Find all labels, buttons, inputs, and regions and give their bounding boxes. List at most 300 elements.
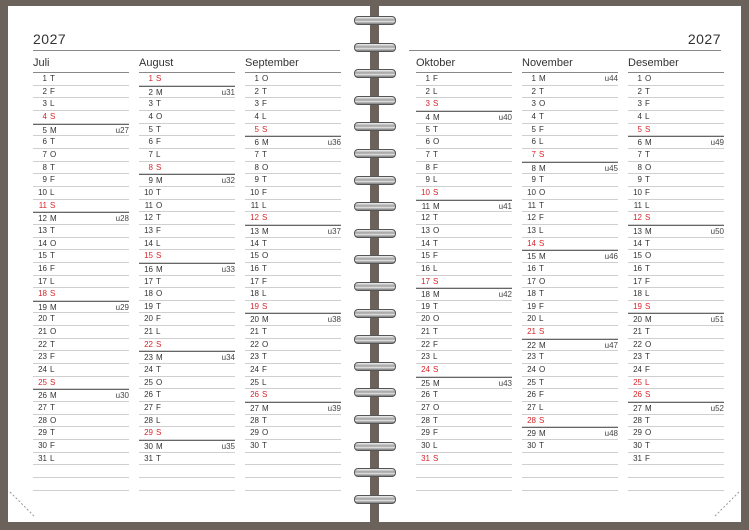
day-row (33, 86, 129, 99)
day-number: 15 (38, 251, 47, 261)
day-row (416, 225, 512, 238)
day-row (33, 263, 129, 276)
day-number: 22 (38, 339, 47, 349)
weekday-letter: S (539, 415, 545, 425)
weekday-letter: O (539, 276, 546, 286)
day-number: 21 (144, 327, 153, 337)
day-row (245, 440, 341, 453)
spiral-ring (352, 174, 398, 185)
weekday-letter: T (645, 441, 650, 451)
week-number: u44 (604, 74, 618, 83)
week-number: u31 (221, 87, 235, 97)
blank-line (33, 478, 129, 491)
day-number: 11 (633, 200, 642, 210)
day-row (139, 276, 235, 289)
weekday-letter: M (539, 340, 546, 350)
weekday-letter: O (50, 238, 57, 248)
day-row (416, 453, 512, 466)
left-page (8, 6, 370, 522)
day-row (139, 351, 235, 364)
day-row (245, 402, 341, 415)
day-row (628, 427, 724, 440)
weekday-letter: L (50, 187, 55, 197)
week-number: u48 (604, 429, 618, 439)
day-number: 21 (421, 327, 430, 337)
week-number: u32 (221, 176, 235, 186)
day-number: 1 (254, 74, 259, 83)
day-row (416, 415, 512, 428)
spiral-ring (352, 413, 398, 424)
weekday-letter: M (262, 226, 269, 236)
day-number: 8 (637, 162, 642, 172)
day-row (416, 440, 512, 453)
day-row (628, 313, 724, 326)
day-row (139, 377, 235, 390)
weekday-letter: T (645, 149, 650, 159)
day-number: 18 (38, 289, 47, 299)
weekday-letter: T (645, 238, 650, 248)
weekday-letter: T (262, 327, 267, 337)
day-row (245, 326, 341, 339)
weekday-letter: S (156, 339, 162, 349)
day-number: 9 (637, 175, 642, 185)
day-row (33, 415, 129, 428)
weekday-letter: T (50, 251, 55, 261)
weekday-letter: O (50, 149, 57, 159)
day-number: 18 (421, 290, 430, 300)
day-row (628, 339, 724, 352)
day-number: 9 (42, 175, 47, 185)
day-number: 21 (633, 327, 642, 337)
day-number: 30 (38, 441, 47, 451)
weekday-letter: O (262, 74, 269, 83)
day-row (33, 377, 129, 390)
day-row (139, 225, 235, 238)
day-number: 12 (250, 213, 259, 223)
day-row (628, 250, 724, 263)
day-number: 5 (148, 124, 153, 134)
month-name: Oktober (416, 57, 456, 69)
day-row (245, 238, 341, 251)
weekday-letter: M (645, 226, 652, 236)
day-number: 20 (421, 314, 430, 324)
weekday-letter: F (433, 251, 438, 261)
weekday-letter: T (262, 415, 267, 425)
day-row (628, 415, 724, 428)
day-number: 21 (38, 327, 47, 337)
weekday-letter: S (50, 200, 56, 210)
blank-line (33, 465, 129, 478)
day-number: 12 (421, 213, 430, 223)
weekday-letter: F (50, 175, 55, 185)
day-number: 24 (421, 365, 430, 375)
day-row (33, 98, 129, 111)
weekday-letter: M (433, 112, 440, 122)
day-number: 29 (633, 428, 642, 438)
day-row (33, 124, 129, 137)
day-number: 2 (42, 86, 47, 96)
weekday-letter: S (433, 453, 439, 463)
weekday-letter: L (645, 377, 650, 387)
day-row (139, 440, 235, 453)
weekday-letter: L (50, 453, 55, 463)
weekday-letter: F (645, 453, 650, 463)
day-row (139, 263, 235, 276)
weekday-letter: T (50, 428, 55, 438)
weekday-letter: M (539, 252, 546, 262)
day-number: 8 (148, 162, 153, 172)
day-row (522, 250, 618, 263)
day-row (245, 98, 341, 111)
day-number: 19 (144, 301, 153, 311)
day-number: 29 (144, 428, 153, 438)
weekday-letter: S (539, 327, 545, 337)
day-row (139, 162, 235, 175)
day-row (416, 351, 512, 364)
year-rule (409, 50, 721, 51)
day-number: 11 (144, 200, 153, 210)
weekday-letter: O (433, 225, 440, 235)
week-number: u46 (604, 252, 618, 262)
weekday-letter: T (156, 453, 161, 463)
day-row (139, 124, 235, 137)
day-row (416, 98, 512, 111)
month-column (139, 56, 235, 491)
day-number: 4 (637, 111, 642, 121)
day-number: 6 (425, 137, 430, 147)
weekday-letter: M (262, 138, 269, 148)
day-row (522, 440, 618, 453)
day-number: 22 (421, 339, 430, 349)
weekday-letter: T (50, 314, 55, 324)
day-row (139, 326, 235, 339)
week-number: u39 (327, 404, 341, 414)
spiral-ring (352, 386, 398, 397)
week-number: u28 (115, 214, 129, 224)
day-number: 29 (38, 428, 47, 438)
day-number: 2 (425, 86, 430, 96)
weekday-letter: T (50, 339, 55, 349)
day-row (245, 351, 341, 364)
blank-line (522, 453, 618, 466)
day-row (416, 149, 512, 162)
weekday-letter: T (262, 441, 267, 451)
day-number: 10 (527, 187, 536, 197)
day-row (522, 326, 618, 339)
day-number: 28 (144, 415, 153, 425)
weekday-letter: T (433, 213, 438, 223)
weekday-letter: S (156, 428, 162, 438)
weekday-letter: L (539, 225, 544, 235)
day-row (33, 174, 129, 187)
day-row (416, 111, 512, 124)
day-row (522, 98, 618, 111)
day-number: 3 (531, 99, 536, 109)
day-number: 27 (38, 403, 47, 413)
day-row (33, 288, 129, 301)
day-number: 5 (254, 124, 259, 134)
day-row (139, 427, 235, 440)
day-number: 15 (633, 251, 642, 261)
day-number: 5 (637, 124, 642, 134)
day-number: 7 (425, 149, 430, 159)
weekday-letter: L (262, 111, 267, 121)
day-number: 7 (531, 149, 536, 159)
day-row (628, 111, 724, 124)
weekday-letter: O (50, 415, 57, 425)
weekday-letter: M (50, 125, 57, 135)
day-number: 30 (421, 441, 430, 451)
weekday-letter: O (156, 200, 163, 210)
weekday-letter: T (262, 238, 267, 248)
day-row (628, 402, 724, 415)
blank-line (416, 465, 512, 478)
weekday-letter: F (156, 225, 161, 235)
day-row (416, 326, 512, 339)
day-number: 10 (250, 187, 259, 197)
spiral-ring (352, 227, 398, 238)
month-column (245, 56, 341, 491)
day-row (416, 162, 512, 175)
day-number: 1 (148, 74, 153, 83)
day-row (416, 200, 512, 213)
weekday-letter: F (262, 99, 267, 109)
weekday-letter: T (539, 352, 544, 362)
day-number: 3 (254, 99, 259, 109)
weekday-letter: S (156, 74, 162, 83)
weekday-letter: F (539, 301, 544, 311)
day-number: 18 (250, 289, 259, 299)
weekday-letter: T (156, 213, 161, 223)
weekday-letter: F (645, 187, 650, 197)
day-row (245, 427, 341, 440)
weekday-letter: S (262, 301, 268, 311)
day-number: 17 (421, 276, 430, 286)
day-number: 14 (633, 238, 642, 248)
weekday-letter: T (433, 238, 438, 248)
weekday-letter: S (156, 251, 162, 261)
weekday-letter: S (433, 187, 439, 197)
day-number: 15 (144, 251, 153, 261)
weekday-letter: O (645, 251, 652, 261)
weekday-letter: F (262, 276, 267, 286)
day-number: 29 (421, 428, 430, 438)
weekday-letter: M (156, 442, 163, 452)
day-number: 14 (250, 238, 259, 248)
blank-line (245, 465, 341, 478)
day-row (33, 149, 129, 162)
spiral-ring (352, 280, 398, 291)
day-number: 8 (42, 162, 47, 172)
week-number: u43 (498, 378, 512, 388)
day-row (139, 402, 235, 415)
spiral-ring (352, 493, 398, 504)
weekday-letter: T (156, 276, 161, 286)
weekday-letter: F (645, 365, 650, 375)
day-number: 3 (425, 99, 430, 109)
day-number: 1 (42, 74, 47, 83)
week-number: u42 (498, 290, 512, 300)
day-row (628, 73, 724, 86)
day-row (245, 162, 341, 175)
weekday-letter: T (262, 175, 267, 185)
day-row (245, 276, 341, 289)
day-number: 19 (38, 302, 47, 312)
weekday-letter: F (156, 403, 161, 413)
day-row (628, 364, 724, 377)
day-row (33, 111, 129, 124)
day-row (33, 339, 129, 352)
day-number: 6 (42, 137, 47, 147)
day-number: 3 (148, 99, 153, 109)
right-page (379, 6, 741, 522)
day-number: 20 (527, 314, 536, 324)
day-number: 31 (38, 453, 47, 463)
weekday-letter: T (539, 111, 544, 121)
day-row (522, 402, 618, 415)
weekday-letter: F (539, 390, 544, 400)
day-row (33, 136, 129, 149)
day-row (245, 301, 341, 314)
day-number: 23 (421, 352, 430, 362)
page-corner-perforation (8, 488, 38, 518)
day-number: 27 (633, 404, 642, 414)
weekday-letter: O (645, 162, 652, 172)
weekday-letter: F (539, 213, 544, 223)
day-row (139, 250, 235, 263)
weekday-letter: F (262, 365, 267, 375)
day-row (628, 276, 724, 289)
day-row (416, 276, 512, 289)
day-number: 26 (144, 390, 153, 400)
day-row (416, 73, 512, 86)
day-row (33, 162, 129, 175)
weekday-letter: T (50, 225, 55, 235)
day-number: 7 (42, 149, 47, 159)
day-number: 11 (527, 200, 536, 210)
day-row (139, 200, 235, 213)
weekday-letter: O (645, 428, 652, 438)
day-row (416, 313, 512, 326)
day-row (522, 339, 618, 352)
day-number: 18 (144, 289, 153, 299)
day-number: 13 (527, 225, 536, 235)
day-number: 23 (633, 352, 642, 362)
weekday-letter: L (539, 137, 544, 147)
day-number: 2 (254, 86, 259, 96)
weekday-letter: S (50, 289, 56, 299)
weekday-letter: F (645, 99, 650, 109)
blank-line (628, 465, 724, 478)
weekday-letter: M (539, 429, 546, 439)
day-number: 31 (144, 453, 153, 463)
year-rule (33, 50, 340, 51)
day-number: 21 (250, 327, 259, 337)
weekday-letter: T (262, 263, 267, 273)
weekday-letter: L (262, 289, 267, 299)
day-row (522, 86, 618, 99)
month-column (416, 56, 512, 491)
weekday-letter: M (433, 201, 440, 211)
weekday-letter: L (433, 175, 438, 185)
weekday-letter: T (433, 124, 438, 134)
day-row (416, 301, 512, 314)
day-number: 14 (144, 238, 153, 248)
weekday-letter: O (433, 137, 440, 147)
weekday-letter: T (50, 162, 55, 172)
page-corner-perforation (711, 488, 741, 518)
day-number: 18 (527, 289, 536, 299)
day-number: 10 (633, 187, 642, 197)
weekday-letter: L (645, 200, 650, 210)
day-row (628, 136, 724, 149)
weekday-letter: L (433, 441, 438, 451)
weekday-letter: S (50, 377, 56, 387)
day-number: 15 (421, 251, 430, 261)
day-number: 27 (527, 403, 536, 413)
day-row (139, 339, 235, 352)
day-row (33, 187, 129, 200)
weekday-letter: O (156, 377, 163, 387)
day-row (245, 187, 341, 200)
weekday-letter: O (262, 339, 269, 349)
day-row (522, 238, 618, 251)
spiral-ring (352, 440, 398, 451)
weekday-letter: T (539, 289, 544, 299)
weekday-letter: M (156, 264, 163, 274)
weekday-letter: T (645, 175, 650, 185)
weekday-letter: L (433, 263, 438, 273)
day-number: 27 (250, 404, 259, 414)
spiral-ring (352, 67, 398, 78)
weekday-letter: L (262, 377, 267, 387)
day-row (139, 73, 235, 86)
weekday-letter: S (645, 390, 651, 400)
week-number: u37 (327, 226, 341, 236)
day-row (33, 364, 129, 377)
day-row (628, 263, 724, 276)
day-number: 28 (250, 415, 259, 425)
week-number: u40 (498, 112, 512, 122)
day-number: 20 (633, 315, 642, 325)
day-row (416, 250, 512, 263)
weekday-letter: M (50, 391, 57, 401)
day-row (245, 415, 341, 428)
day-row (33, 301, 129, 314)
weekday-letter: F (433, 339, 438, 349)
weekday-letter: T (262, 149, 267, 159)
weekday-letter: F (262, 187, 267, 197)
day-number: 13 (144, 225, 153, 235)
day-row (522, 364, 618, 377)
day-number: 26 (421, 390, 430, 400)
weekday-letter: M (50, 302, 57, 312)
weekday-letter: O (539, 187, 546, 197)
day-row (416, 136, 512, 149)
weekday-letter: F (156, 137, 161, 147)
weekday-letter: T (156, 99, 161, 109)
weekday-letter: M (433, 378, 440, 388)
day-number: 16 (144, 264, 153, 274)
day-number: 4 (425, 112, 430, 122)
weekday-letter: T (645, 86, 650, 96)
day-row (628, 162, 724, 175)
weekday-letter: S (645, 213, 651, 223)
year-label: 2027 (33, 31, 67, 47)
weekday-letter: F (433, 428, 438, 438)
weekday-letter: O (539, 365, 546, 375)
day-row (628, 98, 724, 111)
